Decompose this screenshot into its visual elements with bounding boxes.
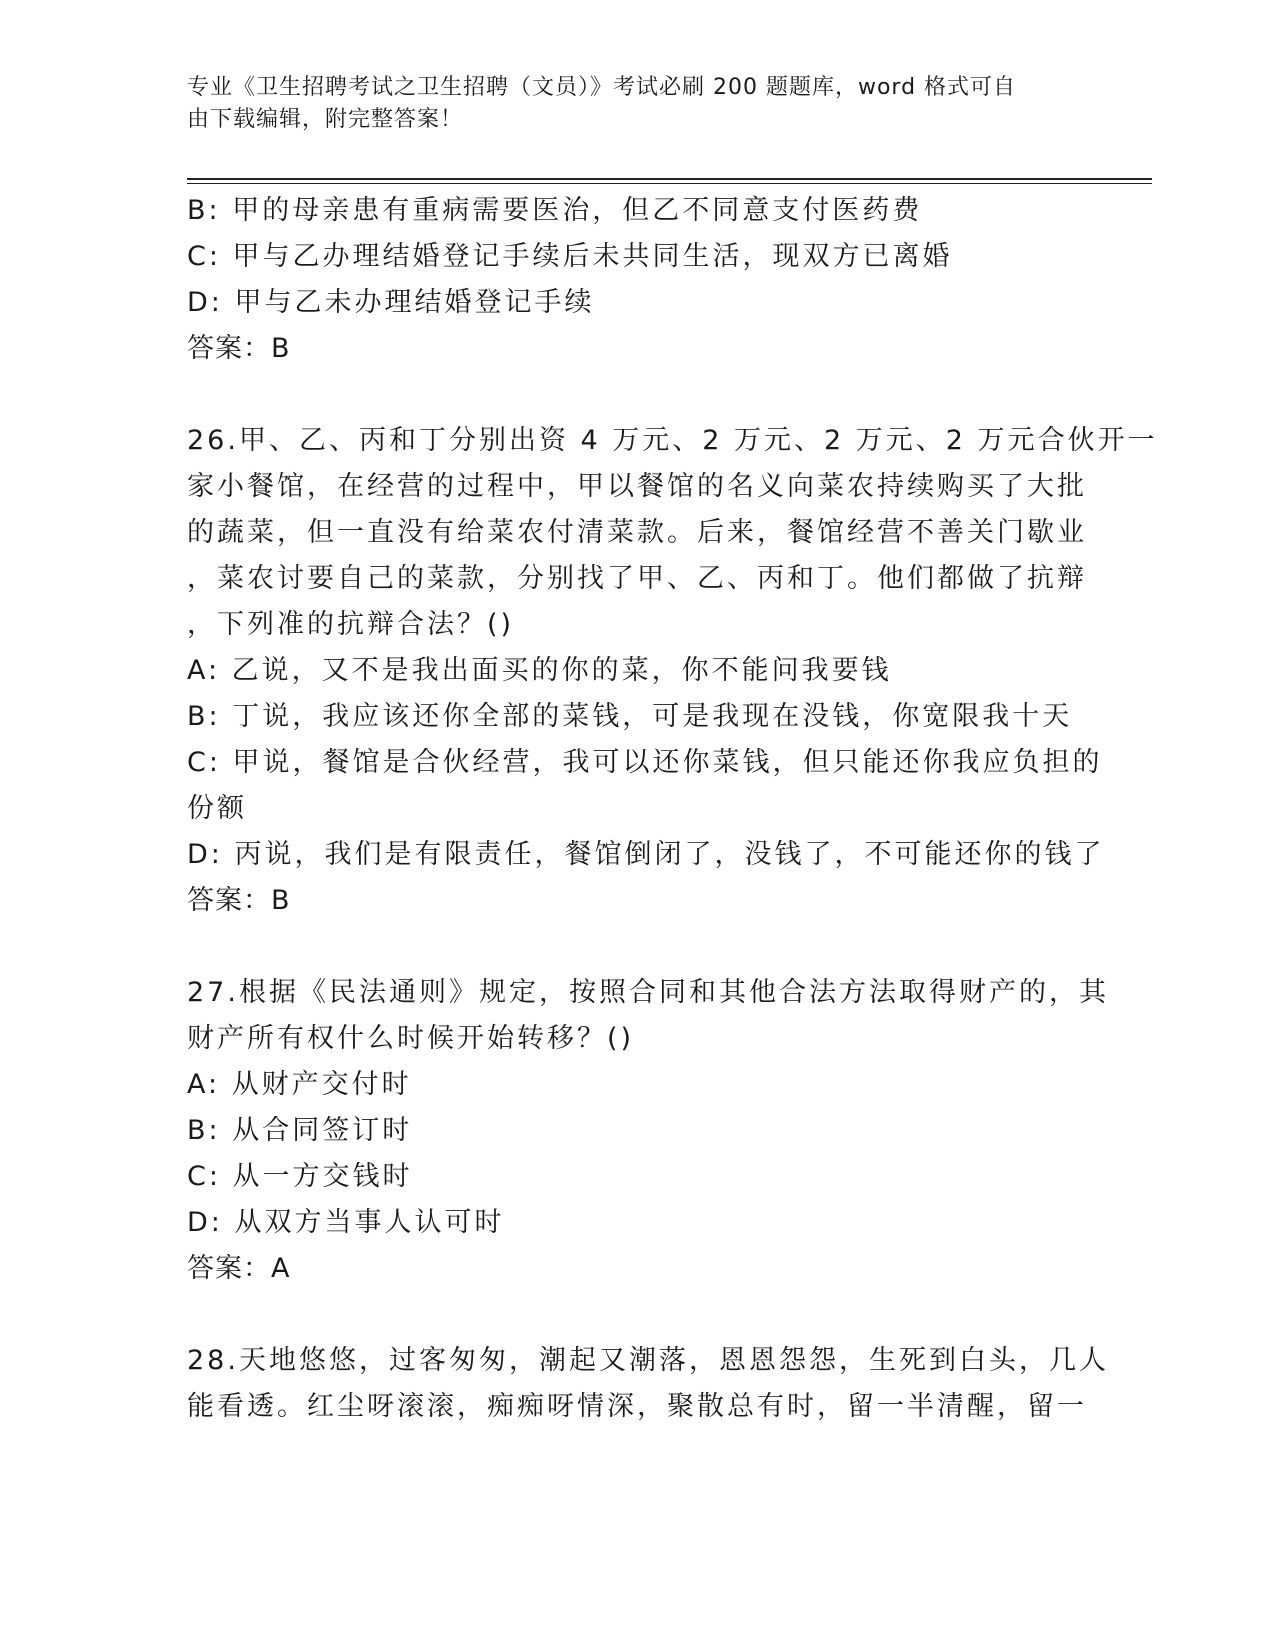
question-stem-line: 28.天地悠悠，过客匆匆，潮起又潮落，恩恩怨怨，生死到白头，几人 <box>187 1345 1109 1376</box>
option-c: C: 从一方交钱时 <box>187 1161 413 1192</box>
document-body <box>187 188 1158 1430</box>
header-rule-thin <box>187 183 1152 184</box>
question-stem-line: 26.甲、乙、丙和丁分别出资 4 万元、2 万元、2 万元、2 万元合伙开一 <box>187 425 1158 456</box>
spacer <box>187 924 1087 970</box>
question-25 <box>187 188 1087 372</box>
spacer <box>187 372 1087 418</box>
header-line-1: 专业《卫生招聘考试之卫生招聘（文员）》考试必刷 200 题题库，word 格式可自 <box>187 75 1017 100</box>
option-c: C: 甲说，餐馆是合伙经营，我可以还你菜钱，但只能还你我应负担的 <box>187 747 1103 778</box>
option-c: C: 甲与乙办理结婚登记手续后未共同生活，现双方已离婚 <box>187 241 953 272</box>
question-stem-line: 财产所有权什么时候开始转移？() <box>187 1023 635 1054</box>
option-d: D: 丙说，我们是有限责任，餐馆倒闭了，没钱了，不可能还你的钱了 <box>187 839 1105 870</box>
question-stem-line: ，菜农讨要自己的菜款，分别找了甲、乙、丙和丁。他们都做了抗辩 <box>187 563 1087 594</box>
question-26 <box>187 418 1158 924</box>
answer: 答案：B <box>187 333 291 364</box>
option-a: A: 乙说，又不是我出面买的你的菜，你不能问我要钱 <box>187 655 892 686</box>
question-stem-line: 的蔬菜，但一直没有给菜农付清菜款。后来，餐馆经营不善关门歇业 <box>187 517 1087 548</box>
question-stem-line: 27.根据《民法通则》规定，按照合同和其他合法方法取得财产的，其 <box>187 977 1109 1008</box>
option-b: B: 丁说，我应该还你全部的菜钱，可是我现在没钱，你宽限我十天 <box>187 701 1073 732</box>
question-27 <box>187 970 1109 1292</box>
header-line-2: 由下载编辑，附完整答案！ <box>187 107 464 132</box>
document-header <box>187 72 1067 136</box>
question-stem-line: 能看透。红尘呀滚滚，痴痴呀情深，聚散总有时，留一半清醒，留一 <box>187 1391 1087 1422</box>
answer: 答案：B <box>187 885 291 916</box>
answer: 答案：A <box>187 1253 291 1284</box>
option-b: B: 甲的母亲患有重病需要医治，但乙不同意支付医药费 <box>187 195 923 226</box>
option-b: B: 从合同签订时 <box>187 1115 413 1146</box>
question-stem-line: 家小餐馆，在经营的过程中，甲以餐馆的名义向菜农持续购买了大批 <box>187 471 1087 502</box>
option-a: A: 从财产交付时 <box>187 1069 412 1100</box>
header-rule-thick <box>187 178 1152 180</box>
question-28 <box>187 1338 1109 1430</box>
question-stem-line: ，下列准的抗辩合法？() <box>187 609 515 640</box>
option-d: D: 甲与乙未办理结婚登记手续 <box>187 287 595 318</box>
option-c-continued: 份额 <box>187 793 247 824</box>
option-d: D: 从双方当事人认可时 <box>187 1207 505 1238</box>
spacer <box>187 1292 1087 1338</box>
